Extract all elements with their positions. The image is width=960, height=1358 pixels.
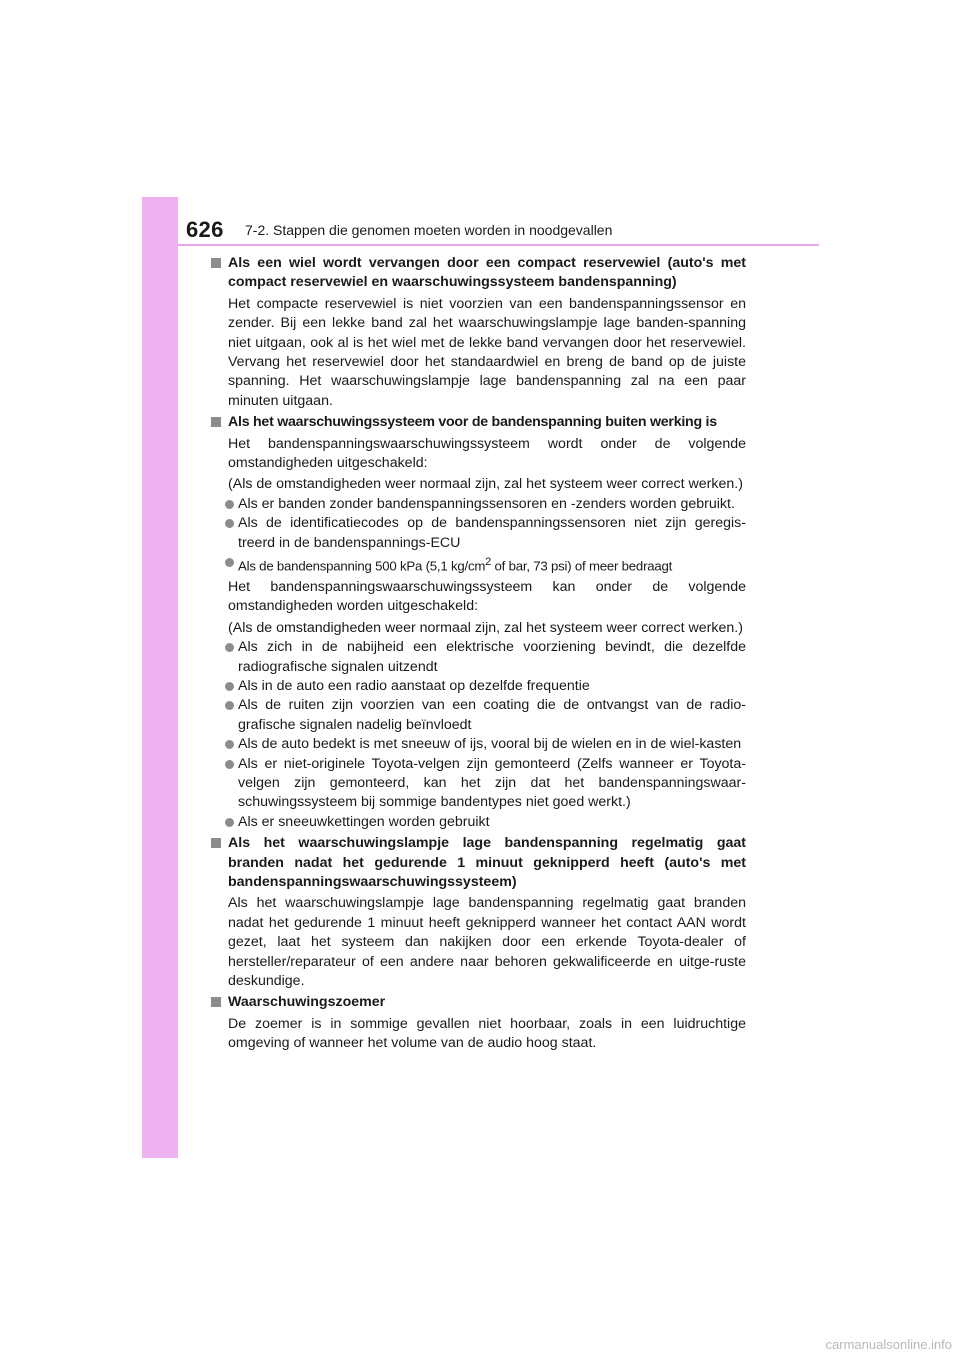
chapter-title: 7-2. Stappen die genomen moeten worden in noodgevallen <box>245 222 613 238</box>
header-divider <box>178 244 819 246</box>
list-item: Als er niet-originele Toyota-velgen zijn gemonteerd (Zelfs wanneer er Toyota-velgen zijn gemonteerd, kan het zijn dat het bandenspanningswaar-schuwingssysteem bij sommige bandentypes niet goed werkt.) <box>211 755 746 813</box>
list-item: Als in de auto een radio aanstaat op dezelfde frequentie <box>211 677 746 696</box>
section-paragraph: (Als de omstandigheden weer normaal zijn, zal het systeem weer correct werken.) <box>228 476 743 493</box>
site-watermark: carmanualsonline.info <box>825 1337 952 1352</box>
side-color-bar <box>142 197 178 1158</box>
round-bullet-icon <box>225 558 234 567</box>
page-content <box>211 254 746 1056</box>
list-item: Als er sneeuwkettingen worden gebruikt <box>211 813 746 832</box>
square-bullet-icon <box>211 997 221 1007</box>
section-title: Als een wiel wordt vervangen door een compact reservewiel (auto's met compact reservewiel en waarschuwingssysteem bandenspanning) <box>228 255 746 291</box>
round-bullet-icon <box>225 519 234 528</box>
list-item: Als de ruiten zijn voorzien van een coating die de ontvangst van de radio-grafische signalen nadelig beïnvloedt <box>211 696 746 735</box>
section-paragraph: Het bandenspanningswaarschuwingssysteem kan onder de volgende omstandigheden worden uitgeschakeld: <box>228 578 746 615</box>
section-warning-lamp <box>211 834 746 991</box>
section-paragraph: De zoemer is in sommige gevallen niet hoorbaar, zoals in een luidruchtige omgeving of wanneer het volume van de audio hoog staat. <box>228 1015 746 1052</box>
round-bullet-icon <box>225 760 234 769</box>
round-bullet-icon <box>225 643 234 652</box>
section-title: Als het waarschuwingslampje lage bandenspanning regelmatig gaat branden nadat het gedurende 1 minuut geknipperd heeft (auto's met bandenspanningswaarschuwingssysteem) <box>228 835 746 890</box>
section-paragraph: Het bandenspanningswaarschuwingssysteem wordt onder de volgende omstandigheden uitgeschakeld: <box>228 435 746 472</box>
list-item: Als er banden zonder bandenspanningssensoren en -zenders worden gebruikt. <box>211 495 746 514</box>
round-bullet-icon <box>225 500 234 509</box>
section-buzzer <box>211 993 746 1053</box>
list-item: Als de identificatiecodes op de bandenspanningssensoren niet zijn geregis-treerd in de bandenspannings-ECU <box>211 514 746 553</box>
section-paragraph: Als het waarschuwingslampje lage bandenspanning regelmatig gaat branden nadat het gedurende 1 minuut heeft geknipperd wanneer het contact AAN wordt gezet, laat het systeem dan nakijken door een erkende Toyota-dealer of hersteller/reparateur of een andere naar behoren gekwalificeerde en uitge-ruste deskundige. <box>228 895 746 990</box>
round-bullet-icon <box>225 740 234 749</box>
section-paragraph: Het compacte reservewiel is niet voorzien van een bandenspanningssensor en zender. Bij een lekke band zal het waarschuwingslampje lage banden-spanning niet uitgaan, ook al is het wiel met de lekke band vervangen door het reservewiel. Vervang het reservewiel door het standaardwiel en breng de band op de juiste spanning. Het waarschuwingslampje lage bandenspanning zal na een paar minuten uitgaan. <box>228 295 746 409</box>
square-bullet-icon <box>211 258 221 268</box>
section-paragraph: (Als de omstandigheden weer normaal zijn, zal het systeem weer correct werken.) <box>228 619 743 636</box>
list-item-pressure: Als de bandenspanning 500 kPa (5,1 $kg/cm^2$ of bar, 73 psi) of meer bedraagt <box>211 553 746 576</box>
section-title: Als het waarschuwingssysteem voor de bandenspanning buiten werking is <box>228 414 717 431</box>
list-item: Als de auto bedekt is met sneeuw of ijs, vooral bij de wielen en in de wiel-kasten <box>211 735 746 754</box>
square-bullet-icon <box>211 417 221 427</box>
square-bullet-icon <box>211 838 221 848</box>
round-bullet-icon <box>225 818 234 827</box>
page-number: 626 <box>186 217 224 242</box>
section-title: Waarschuwingszoemer <box>228 994 386 1011</box>
round-bullet-icon <box>225 682 234 691</box>
round-bullet-icon <box>225 701 234 710</box>
section-compact-spare <box>211 254 746 411</box>
section-system-disabled <box>211 413 746 832</box>
list-item: Als zich in de nabijheid een elektrische voorziening bevindt, die dezelfde radiografische signalen uitzendt <box>211 638 746 677</box>
